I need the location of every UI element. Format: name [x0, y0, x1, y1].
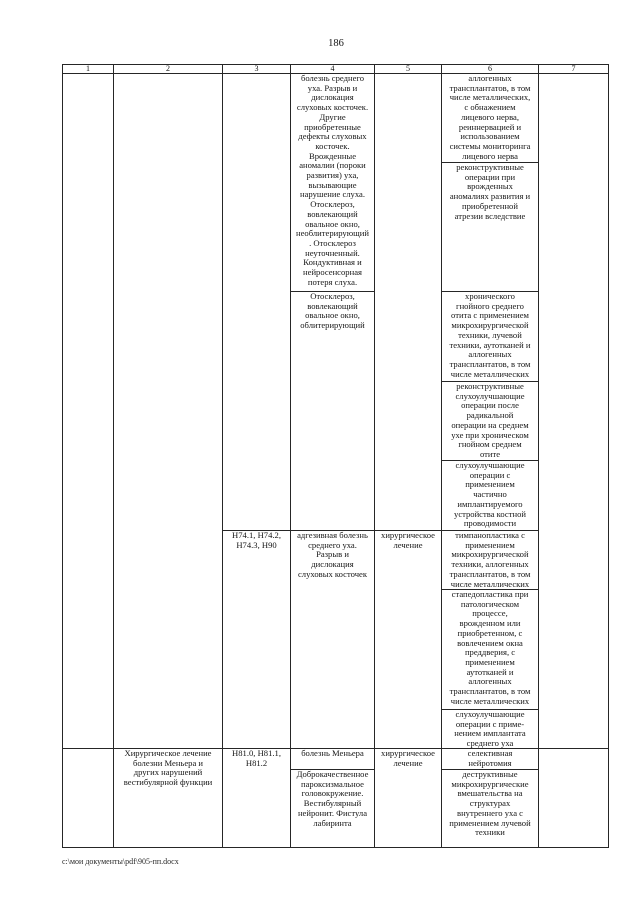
empty-cell [113, 73, 223, 749]
diagnosis-cell: Отосклероз, вовлекающий овальное окно, облитерирующий [290, 291, 375, 531]
column-number-header: 4 [290, 64, 375, 74]
column-number-header: 6 [441, 64, 539, 74]
treatment-type-cell: хирургическое лечение [374, 748, 442, 848]
icd-code-cell: H81.0, H81.1, H81.2 [222, 748, 291, 848]
treatment-method-cell: тимпанопластика с применением микрохирургической техники, аллогенных трансплантатов, в том числе металлических [441, 530, 539, 590]
column-number-header: 3 [222, 64, 291, 74]
empty-cell [222, 73, 291, 531]
treatment-method-cell: слухоулучшающие операции с применением частично имплантируемого устройства костной проводимости [441, 460, 539, 531]
icd-code-cell: H74.1, H74.2, H74.3, H90 [222, 530, 291, 749]
treatment-method-cell: слухоулучшающие операции с приме- нением имплантата среднего уха [441, 709, 539, 749]
empty-cell [62, 73, 114, 749]
diagnosis-cell: болезнь среднего уха. Разрыв и дислокация слуховых косточек. Другие приобретенные дефекты слуховых косточек. Врожденные аномалии (пороки развития) уха, вызывающие нарушение слуха. Отосклероз, вовлекающий овальное окно, необлитерирующий . Отосклероз неуточненный. Кондуктивная и нейросенсорная потеря слуха. [290, 73, 375, 292]
column-number-header: 1 [62, 64, 114, 74]
column-number-header: 7 [538, 64, 609, 74]
diagnosis-cell: Доброкачественное пароксизмальное головокружение. Вестибулярный нейронит. Фистула лабиринта [290, 769, 375, 848]
treatment-method-cell: селективная нейротомия [441, 748, 539, 770]
treatment-method-cell: реконструктивные операции при врожденных аномалиях развития и приобретенной атрезии вследствие [441, 162, 539, 292]
page-number: 186 [328, 38, 344, 49]
treatment-method-cell: хронического гнойного среднего отита с применением микрохирургической техники, лучевой техники, аутотканей и аллогенных трансплантатов, в том числе металлических [441, 291, 539, 382]
column-number-header: 2 [113, 64, 223, 74]
medical-care-table [62, 64, 609, 848]
treatment-method-cell: стапедопластика при патологическом процессе, врожденном или приобретенном, с вовлечением окна преддверия, с применением аутотканей и аллогенных трансплантатов, в том числе металлических [441, 589, 539, 710]
treatment-method-cell: реконструктивные слухоулучшающие операции после радикальной операции на среднем ухе при хроническом гнойном среднем отите [441, 381, 539, 461]
empty-cell [374, 73, 442, 531]
column-number-header: 5 [374, 64, 442, 74]
diagnosis-cell: адгезивная болезнь среднего уха. Разрыв и дислокация слуховых косточек [290, 530, 375, 749]
empty-cell [538, 748, 609, 848]
care-type-cell: Хирургическое лечение болезни Меньера и других нарушений вестибулярной функции [113, 748, 223, 848]
diagnosis-cell: болезнь Меньера [290, 748, 375, 770]
empty-cell [538, 73, 609, 749]
treatment-method-cell: деструктивные микрохирургические вмешательства на структурах внутреннего уха с применением лучевой техники [441, 769, 539, 848]
treatment-type-cell: хирургическое лечение [374, 530, 442, 749]
document-file-path: c:\мои документы\pdf\905-пп.docx [62, 857, 179, 866]
treatment-method-cell: аллогенных трансплантатов, в том числе металлических, с обнажением лицевого нерва, реиннервацией и использованием системы мониторинга лицевого нерва [441, 73, 539, 163]
empty-cell [62, 748, 114, 848]
